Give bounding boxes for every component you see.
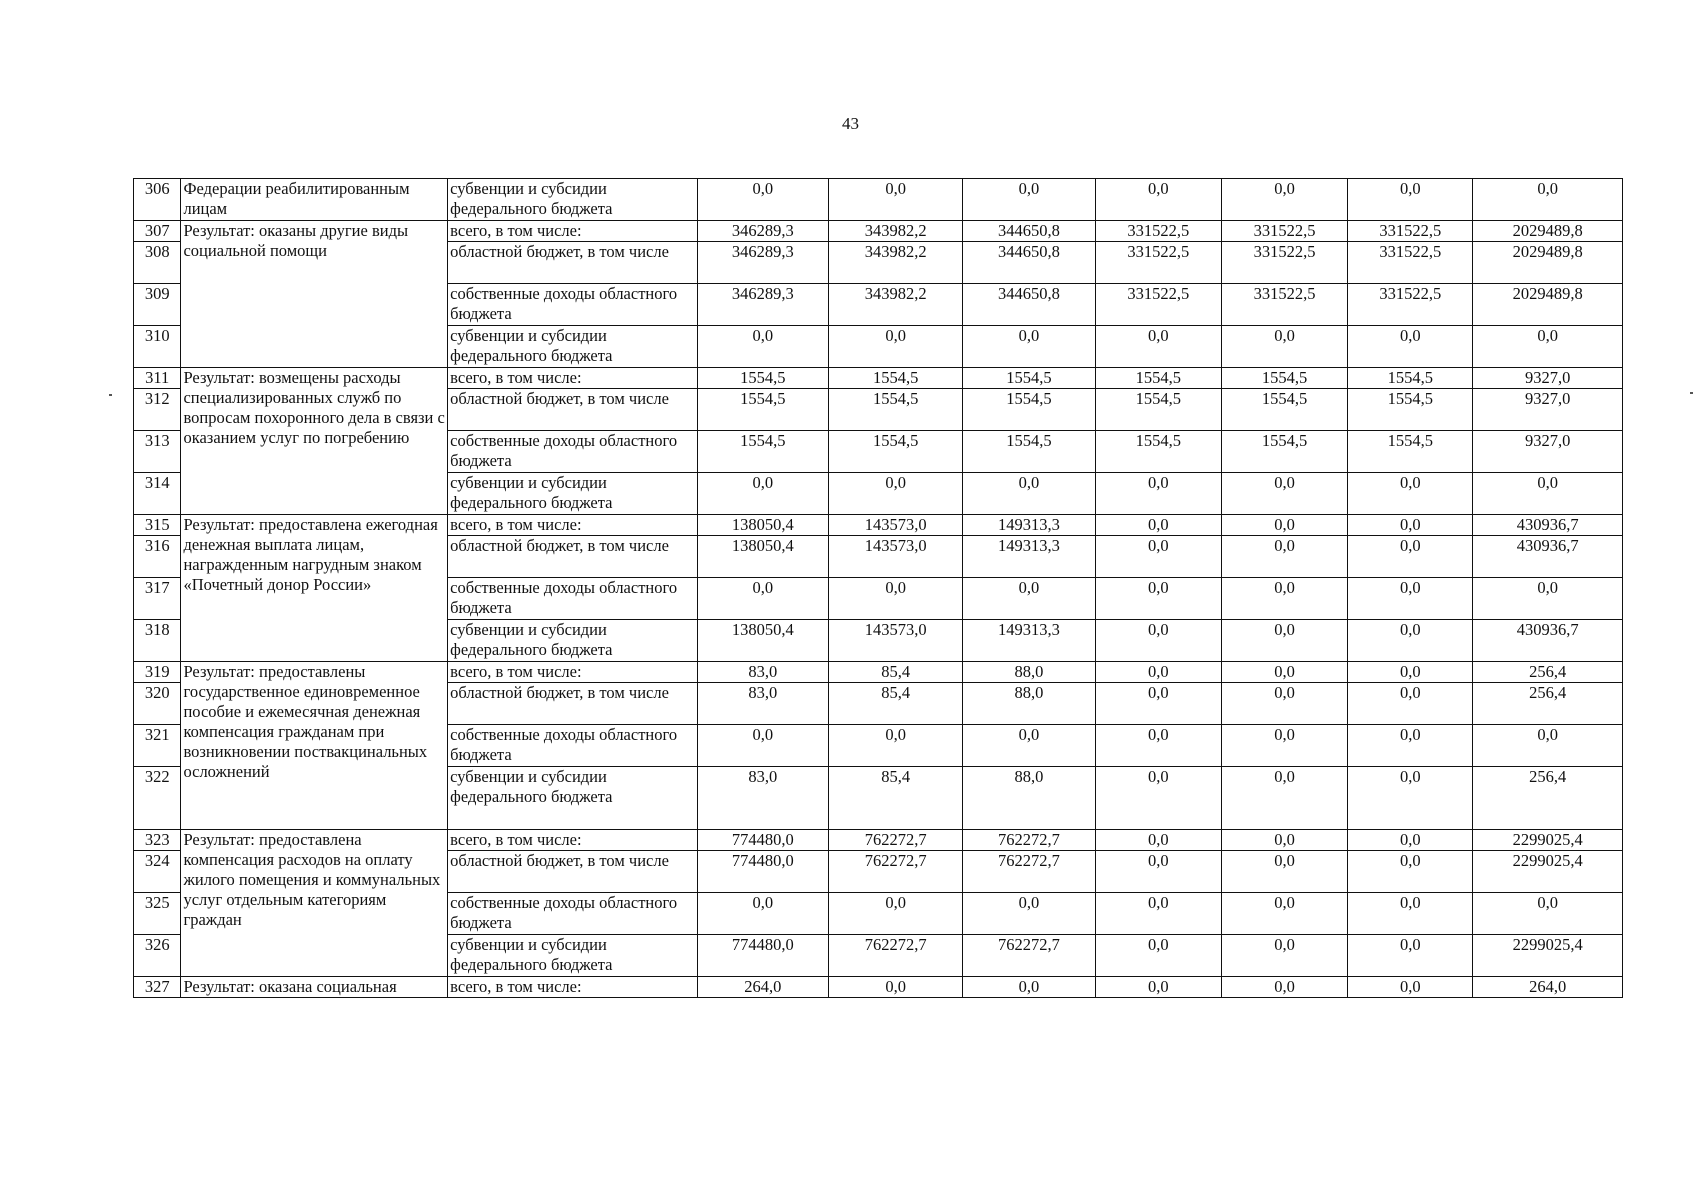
year-value: 0,0	[1348, 893, 1473, 935]
total-value: 0,0	[1473, 725, 1623, 767]
year-value: 762272,7	[828, 935, 962, 977]
row-number: 319	[134, 662, 181, 683]
page-number: 43	[842, 114, 859, 133]
budget-table	[133, 178, 1623, 998]
year-value: 0,0	[1348, 179, 1473, 221]
year-value: 0,0	[963, 326, 1095, 368]
total-value: 9327,0	[1473, 368, 1623, 389]
year-value: 0,0	[1221, 977, 1347, 998]
row-number: 313	[134, 431, 181, 473]
funding-source: всего, в том числе:	[448, 662, 698, 683]
year-value: 0,0	[697, 473, 828, 515]
total-value: 256,4	[1473, 767, 1623, 830]
year-value: 138050,4	[697, 536, 828, 578]
year-value: 331522,5	[1348, 242, 1473, 284]
year-value: 0,0	[697, 725, 828, 767]
year-value: 0,0	[1348, 977, 1473, 998]
year-value: 85,4	[828, 767, 962, 830]
year-value: 0,0	[1221, 893, 1347, 935]
result-name: Результат: оказана социальная	[181, 977, 448, 998]
year-value: 0,0	[963, 473, 1095, 515]
year-value: 0,0	[697, 893, 828, 935]
year-value: 0,0	[828, 326, 962, 368]
row-number: 315	[134, 515, 181, 536]
row-number: 311	[134, 368, 181, 389]
row-number: 317	[134, 578, 181, 620]
year-value: 1554,5	[1348, 368, 1473, 389]
year-value: 1554,5	[1221, 389, 1347, 431]
year-value: 0,0	[828, 977, 962, 998]
year-value: 0,0	[828, 179, 962, 221]
year-value: 0,0	[1095, 935, 1221, 977]
year-value: 0,0	[1348, 326, 1473, 368]
year-value: 331522,5	[1095, 221, 1221, 242]
result-name: Результат: возмещены расходы специализированных служб по вопросам похоронного дела в связи с оказанием услуг по погребению	[181, 368, 448, 515]
year-value: 0,0	[1095, 893, 1221, 935]
year-value: 0,0	[1221, 473, 1347, 515]
year-value: 0,0	[1095, 620, 1221, 662]
funding-source: собственные доходы областного бюджета	[448, 431, 698, 473]
table-row	[134, 368, 1623, 389]
year-value: 0,0	[963, 725, 1095, 767]
result-name: Федерации реабилитированным лицам	[181, 179, 448, 221]
margin-mark-left	[109, 394, 112, 396]
funding-source: областной бюджет, в том числе	[448, 389, 698, 431]
total-value: 0,0	[1473, 578, 1623, 620]
year-value: 0,0	[1095, 830, 1221, 851]
year-value: 331522,5	[1221, 242, 1347, 284]
funding-source: субвенции и субсидии федерального бюджета	[448, 179, 698, 221]
year-value: 149313,3	[963, 620, 1095, 662]
year-value: 88,0	[963, 662, 1095, 683]
year-value: 1554,5	[828, 368, 962, 389]
year-value: 264,0	[697, 977, 828, 998]
year-value: 0,0	[1095, 473, 1221, 515]
year-value: 346289,3	[697, 242, 828, 284]
total-value: 9327,0	[1473, 431, 1623, 473]
total-value: 0,0	[1473, 179, 1623, 221]
year-value: 1554,5	[963, 431, 1095, 473]
table-row	[134, 830, 1623, 851]
row-number: 310	[134, 326, 181, 368]
year-value: 1554,5	[828, 431, 962, 473]
year-value: 0,0	[963, 179, 1095, 221]
year-value: 346289,3	[697, 221, 828, 242]
year-value: 0,0	[1221, 662, 1347, 683]
funding-source: областной бюджет, в том числе	[448, 683, 698, 725]
year-value: 0,0	[1095, 179, 1221, 221]
year-value: 0,0	[1348, 683, 1473, 725]
year-value: 346289,3	[697, 284, 828, 326]
year-value: 1554,5	[1095, 431, 1221, 473]
year-value: 344650,8	[963, 242, 1095, 284]
funding-source: всего, в том числе:	[448, 977, 698, 998]
row-number: 307	[134, 221, 181, 242]
funding-source: всего, в том числе:	[448, 221, 698, 242]
year-value: 0,0	[1095, 683, 1221, 725]
year-value: 0,0	[1095, 977, 1221, 998]
year-value: 138050,4	[697, 515, 828, 536]
year-value: 762272,7	[963, 935, 1095, 977]
year-value: 0,0	[1348, 536, 1473, 578]
year-value: 0,0	[1221, 515, 1347, 536]
total-value: 430936,7	[1473, 620, 1623, 662]
funding-source: субвенции и субсидии федерального бюджета	[448, 767, 698, 830]
year-value: 85,4	[828, 683, 962, 725]
row-number: 322	[134, 767, 181, 830]
total-value: 430936,7	[1473, 515, 1623, 536]
year-value: 143573,0	[828, 536, 962, 578]
year-value: 0,0	[828, 578, 962, 620]
year-value: 1554,5	[1095, 389, 1221, 431]
year-value: 1554,5	[1348, 431, 1473, 473]
total-value: 0,0	[1473, 893, 1623, 935]
year-value: 344650,8	[963, 221, 1095, 242]
year-value: 0,0	[697, 326, 828, 368]
year-value: 138050,4	[697, 620, 828, 662]
table-row	[134, 221, 1623, 242]
result-name: Результат: предоставлена ежегодная денежная выплата лицам, награжденным нагрудным знаком «Почетный донор России»	[181, 515, 448, 662]
row-number: 306	[134, 179, 181, 221]
year-value: 0,0	[1095, 851, 1221, 893]
year-value: 0,0	[697, 179, 828, 221]
year-value: 331522,5	[1221, 221, 1347, 242]
year-value: 1554,5	[697, 368, 828, 389]
year-value: 1554,5	[963, 389, 1095, 431]
year-value: 1554,5	[1348, 389, 1473, 431]
total-value: 256,4	[1473, 662, 1623, 683]
year-value: 0,0	[1095, 326, 1221, 368]
total-value: 2299025,4	[1473, 935, 1623, 977]
margin-mark-right	[1690, 392, 1693, 394]
row-number: 324	[134, 851, 181, 893]
year-value: 0,0	[697, 578, 828, 620]
year-value: 0,0	[828, 725, 962, 767]
year-value: 343982,2	[828, 221, 962, 242]
year-value: 1554,5	[697, 431, 828, 473]
year-value: 0,0	[1221, 683, 1347, 725]
year-value: 331522,5	[1348, 221, 1473, 242]
year-value: 762272,7	[963, 830, 1095, 851]
row-number: 327	[134, 977, 181, 998]
result-name: Результат: предоставлена компенсация расходов на оплату жилого помещения и коммунальных услуг отдельным категориям граждан	[181, 830, 448, 977]
year-value: 0,0	[1095, 536, 1221, 578]
year-value: 149313,3	[963, 536, 1095, 578]
year-value: 0,0	[1348, 851, 1473, 893]
year-value: 0,0	[1348, 515, 1473, 536]
funding-source: собственные доходы областного бюджета	[448, 284, 698, 326]
year-value: 774480,0	[697, 935, 828, 977]
total-value: 9327,0	[1473, 389, 1623, 431]
year-value: 0,0	[1221, 767, 1347, 830]
year-value: 143573,0	[828, 620, 962, 662]
year-value: 343982,2	[828, 242, 962, 284]
year-value: 0,0	[1348, 473, 1473, 515]
total-value: 430936,7	[1473, 536, 1623, 578]
total-value: 264,0	[1473, 977, 1623, 998]
year-value: 774480,0	[697, 851, 828, 893]
total-value: 2299025,4	[1473, 830, 1623, 851]
year-value: 0,0	[1095, 515, 1221, 536]
year-value: 344650,8	[963, 284, 1095, 326]
row-number: 320	[134, 683, 181, 725]
year-value: 0,0	[963, 578, 1095, 620]
table-row	[134, 179, 1623, 221]
total-value: 2299025,4	[1473, 851, 1623, 893]
year-value: 83,0	[697, 683, 828, 725]
year-value: 0,0	[963, 893, 1095, 935]
year-value: 0,0	[828, 473, 962, 515]
year-value: 0,0	[963, 977, 1095, 998]
year-value: 0,0	[1348, 578, 1473, 620]
year-value: 1554,5	[697, 389, 828, 431]
year-value: 1554,5	[1221, 431, 1347, 473]
total-value: 2029489,8	[1473, 284, 1623, 326]
year-value: 149313,3	[963, 515, 1095, 536]
funding-source: всего, в том числе:	[448, 515, 698, 536]
table-row	[134, 662, 1623, 683]
year-value: 0,0	[1348, 830, 1473, 851]
funding-source: всего, в том числе:	[448, 368, 698, 389]
year-value: 83,0	[697, 767, 828, 830]
year-value: 0,0	[1221, 725, 1347, 767]
result-name: Результат: предоставлены государственное единовременное пособие и ежемесячная денежная компенсация гражданам при возникновении поствакцинальных осложнений	[181, 662, 448, 830]
year-value: 0,0	[1221, 179, 1347, 221]
year-value: 1554,5	[828, 389, 962, 431]
row-number: 321	[134, 725, 181, 767]
row-number: 326	[134, 935, 181, 977]
row-number: 323	[134, 830, 181, 851]
total-value: 2029489,8	[1473, 242, 1623, 284]
funding-source: областной бюджет, в том числе	[448, 242, 698, 284]
year-value: 0,0	[1221, 935, 1347, 977]
year-value: 0,0	[828, 893, 962, 935]
year-value: 0,0	[1221, 620, 1347, 662]
funding-source: областной бюджет, в том числе	[448, 536, 698, 578]
year-value: 1554,5	[1221, 368, 1347, 389]
total-value: 0,0	[1473, 473, 1623, 515]
year-value: 762272,7	[828, 830, 962, 851]
funding-source: субвенции и субсидии федерального бюджета	[448, 935, 698, 977]
year-value: 331522,5	[1348, 284, 1473, 326]
year-value: 0,0	[1221, 578, 1347, 620]
year-value: 85,4	[828, 662, 962, 683]
year-value: 0,0	[1095, 725, 1221, 767]
year-value: 0,0	[1095, 767, 1221, 830]
year-value: 331522,5	[1095, 242, 1221, 284]
funding-source: субвенции и субсидии федерального бюджета	[448, 620, 698, 662]
row-number: 316	[134, 536, 181, 578]
year-value: 331522,5	[1095, 284, 1221, 326]
funding-source: субвенции и субсидии федерального бюджета	[448, 326, 698, 368]
year-value: 0,0	[1348, 620, 1473, 662]
funding-source: всего, в том числе:	[448, 830, 698, 851]
total-value: 0,0	[1473, 326, 1623, 368]
funding-source: собственные доходы областного бюджета	[448, 725, 698, 767]
row-number: 312	[134, 389, 181, 431]
year-value: 0,0	[1095, 662, 1221, 683]
row-number: 309	[134, 284, 181, 326]
year-value: 0,0	[1348, 935, 1473, 977]
year-value: 0,0	[1221, 830, 1347, 851]
year-value: 83,0	[697, 662, 828, 683]
year-value: 143573,0	[828, 515, 962, 536]
table-row	[134, 977, 1623, 998]
year-value: 0,0	[1348, 725, 1473, 767]
year-value: 1554,5	[1095, 368, 1221, 389]
funding-source: субвенции и субсидии федерального бюджета	[448, 473, 698, 515]
funding-source: собственные доходы областного бюджета	[448, 893, 698, 935]
year-value: 774480,0	[697, 830, 828, 851]
year-value: 88,0	[963, 683, 1095, 725]
year-value: 331522,5	[1221, 284, 1347, 326]
year-value: 0,0	[1221, 851, 1347, 893]
year-value: 762272,7	[963, 851, 1095, 893]
row-number: 325	[134, 893, 181, 935]
table-row	[134, 515, 1623, 536]
year-value: 762272,7	[828, 851, 962, 893]
year-value: 0,0	[1348, 662, 1473, 683]
total-value: 2029489,8	[1473, 221, 1623, 242]
result-name: Результат: оказаны другие виды социальной помощи	[181, 221, 448, 368]
year-value: 0,0	[1221, 326, 1347, 368]
funding-source: собственные доходы областного бюджета	[448, 578, 698, 620]
row-number: 318	[134, 620, 181, 662]
total-value: 256,4	[1473, 683, 1623, 725]
year-value: 343982,2	[828, 284, 962, 326]
funding-source: областной бюджет, в том числе	[448, 851, 698, 893]
year-value: 1554,5	[963, 368, 1095, 389]
row-number: 308	[134, 242, 181, 284]
year-value: 0,0	[1095, 578, 1221, 620]
year-value: 88,0	[963, 767, 1095, 830]
year-value: 0,0	[1221, 536, 1347, 578]
year-value: 0,0	[1348, 767, 1473, 830]
row-number: 314	[134, 473, 181, 515]
